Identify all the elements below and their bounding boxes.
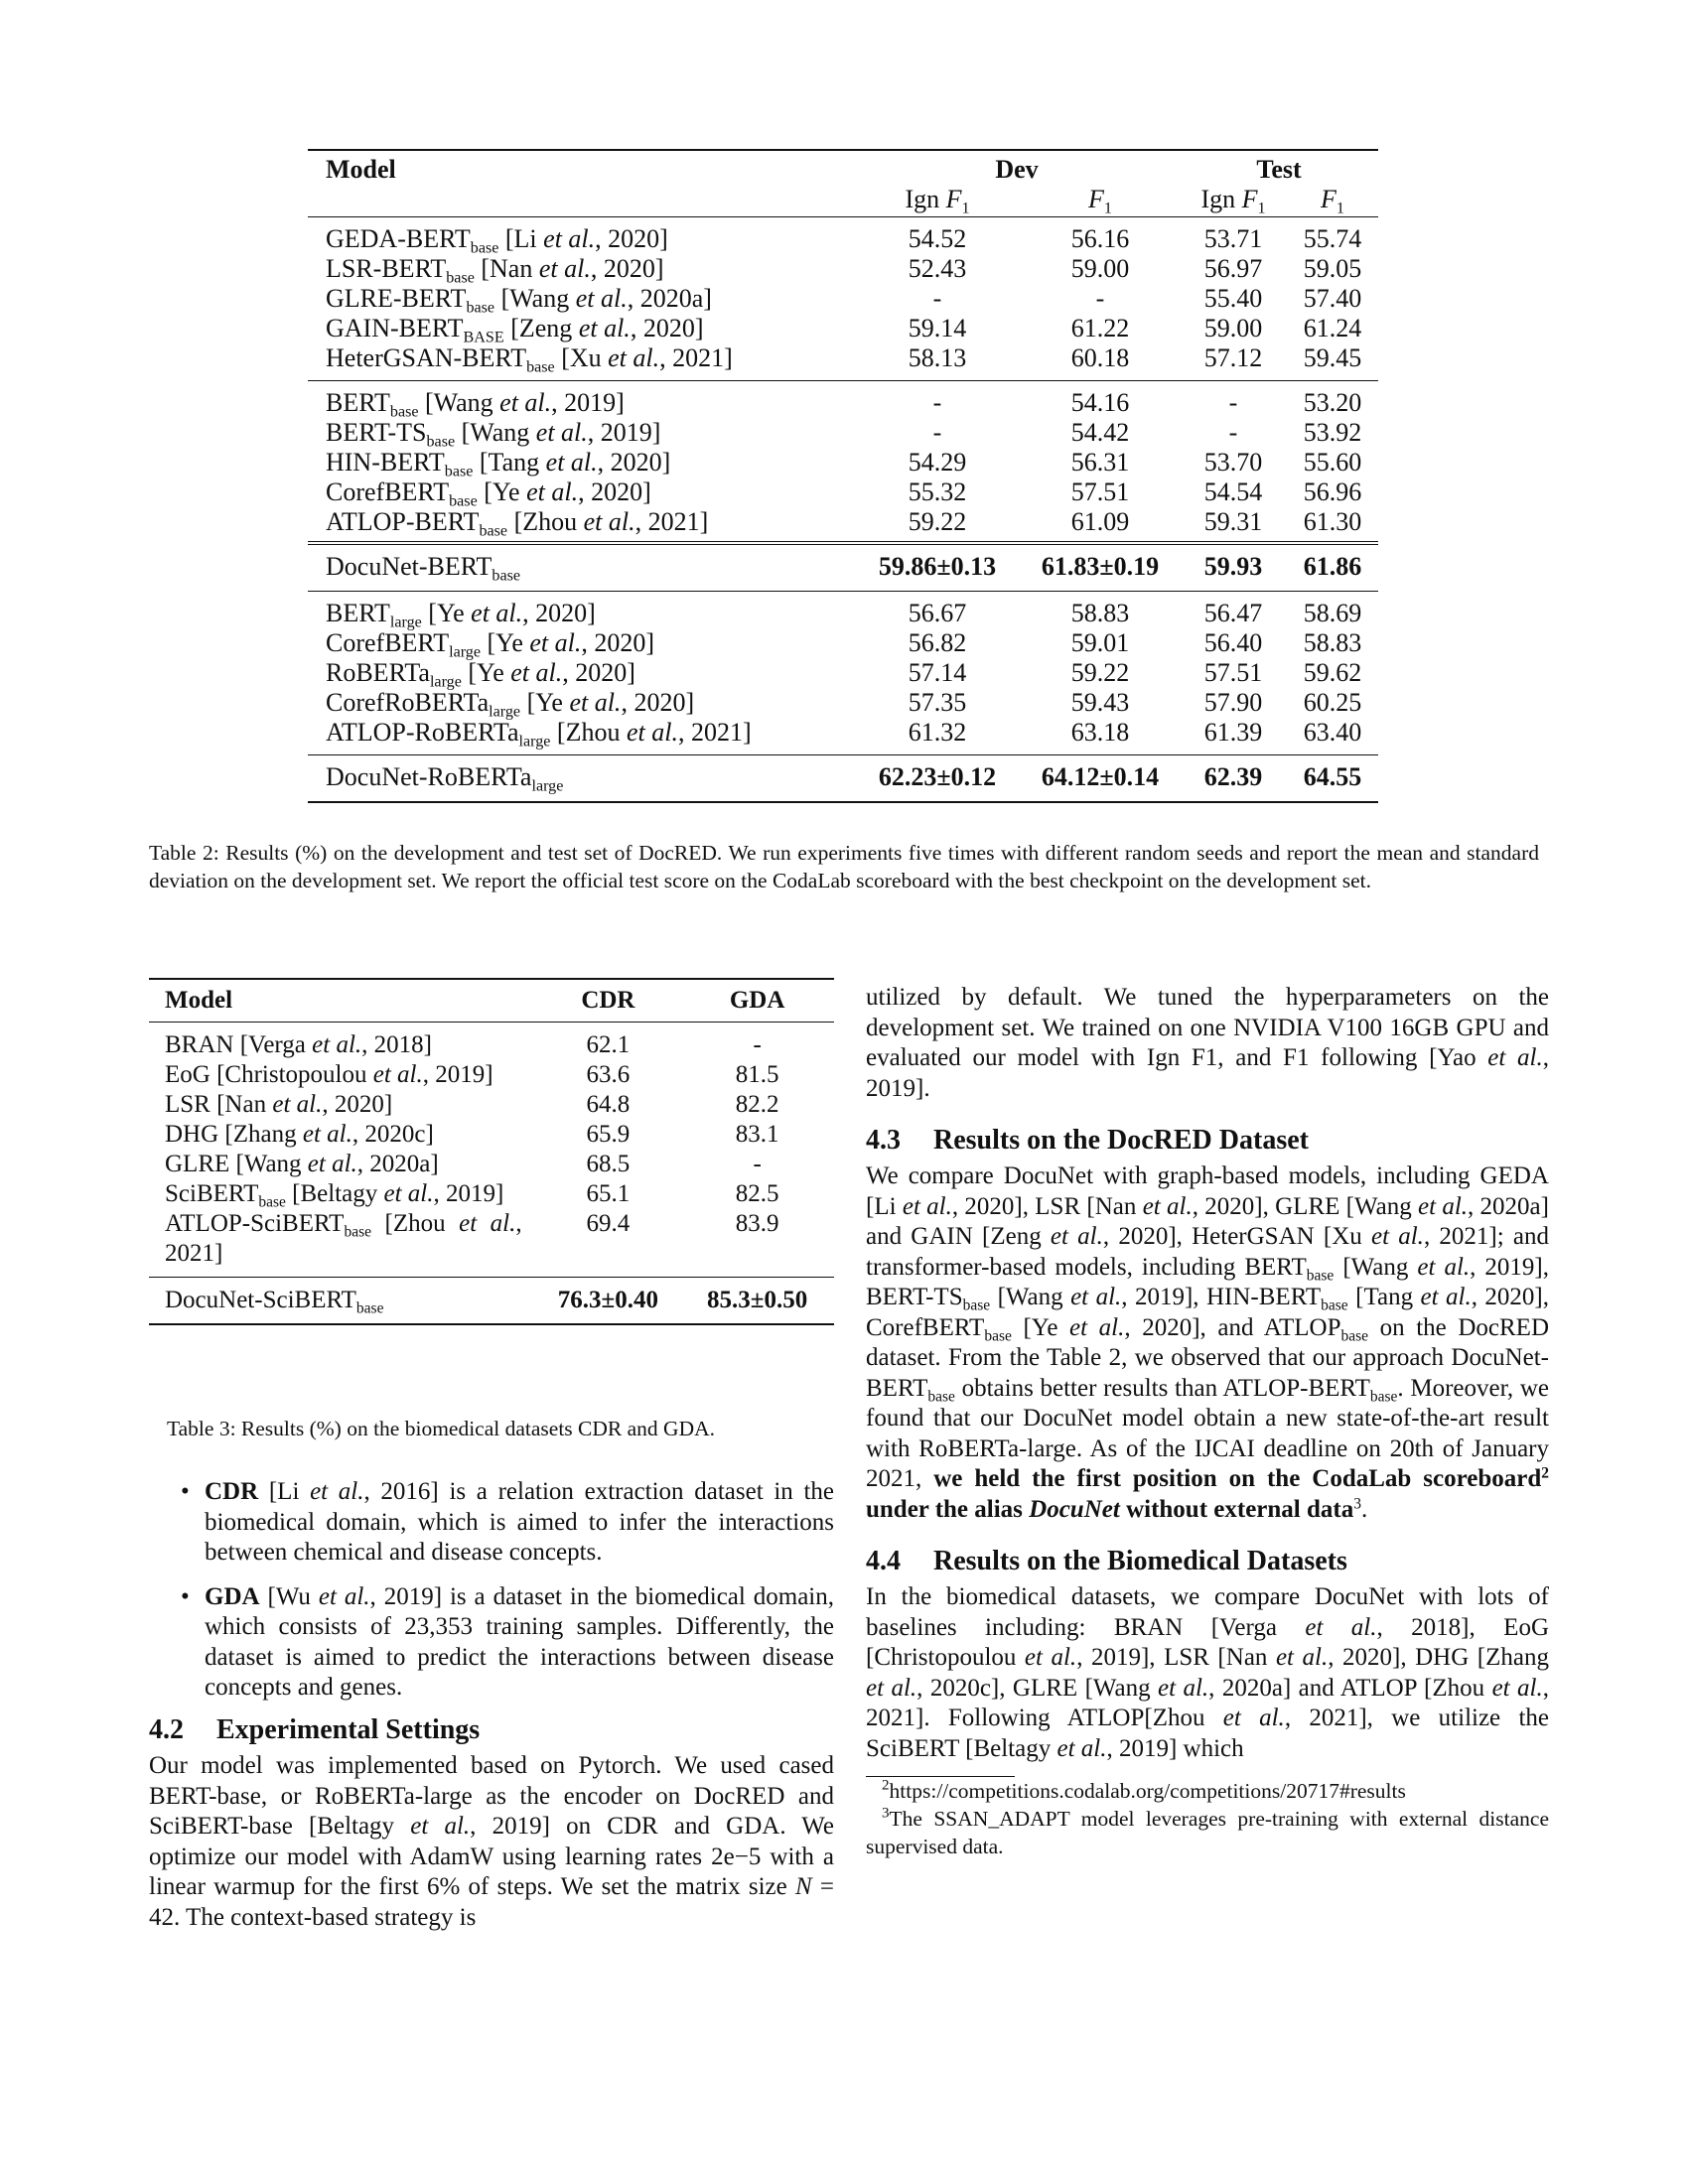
t2-header-model: Model — [326, 155, 396, 184]
section-4-4-heading: 4.4 Results on the Biomedical Datasets — [866, 1546, 1347, 1576]
test-ign-f1: 56.97 — [1203, 254, 1263, 283]
dev-ign-f1: - — [932, 418, 942, 447]
dev-f1: 58.83 — [1070, 599, 1130, 627]
right-column — [866, 983, 1549, 1860]
dev-ign-f1: 54.29 — [908, 448, 967, 477]
dev-ign-f1: 55.32 — [908, 478, 967, 506]
test-ign-f1: 59.00 — [1203, 314, 1263, 342]
right-col-intro: utilized by default. We tuned the hyperparameters on the development set. We trained on one NVIDIA V100 16GB GPU and evaluated our model with Ign F1, and F1 following [Yao et al., 2019]. — [866, 984, 1549, 1102]
dev-f1: 54.42 — [1070, 418, 1130, 447]
dev-ign-f1: - — [932, 284, 942, 313]
cdr-value: 63.6 — [586, 1061, 631, 1088]
table-row — [308, 628, 1378, 658]
dev-ign-f1: 59.86±0.13 — [854, 543, 1021, 592]
t3-ours-model: DocuNet-SciBERT$_{base}$ — [149, 1278, 536, 1325]
dev-f1: 56.31 — [1070, 448, 1130, 477]
table-row — [308, 284, 1378, 314]
test-f1: 61.30 — [1287, 507, 1378, 543]
dev-f1: 59.00 — [1070, 254, 1130, 283]
dev-f1: 63.18 — [1021, 718, 1180, 755]
table-row — [308, 314, 1378, 343]
model-name: GAIN-$BERT_{BASE}$ [Zeng et al., 2020] — [326, 314, 704, 346]
dev-f1: 61.22 — [1070, 314, 1130, 342]
model-name: DocuNet-RoBERTa$_{large}$ — [308, 755, 854, 803]
dev-f1: 61.09 — [1021, 507, 1180, 543]
table-2 — [308, 149, 1378, 803]
table-row — [308, 755, 1378, 803]
t3-body — [149, 1023, 834, 1278]
model-name: GEDA-$BERT_{base}$ [Li et al., 2020] — [326, 224, 668, 257]
table-row — [149, 1090, 834, 1120]
test-f1: 55.60 — [1303, 448, 1362, 477]
t3-header-gda: GDA — [680, 979, 834, 1023]
test-ign-f1: 56.40 — [1203, 628, 1263, 657]
dev-ign-f1: 59.22 — [854, 507, 1021, 543]
table-row — [149, 1150, 834, 1179]
test-ign-f1: 54.54 — [1203, 478, 1263, 506]
model-name: ATLOP-SciBERT$_{base}$ [Zhou et al., 2021] — [149, 1209, 536, 1278]
t3-ours-row — [149, 1278, 834, 1325]
model-name: HIN-$BERT_{base}$ [Tang et al., 2020] — [326, 448, 671, 480]
footnote-2: $^2$https://competitions.codalab.org/competitions/20717#results — [882, 1777, 1406, 1803]
dev-ign-f1: 61.32 — [854, 718, 1021, 755]
model-name: GLRE-$BERT_{base}$ [Wang et al., 2020a] — [326, 284, 712, 317]
t2-body — [308, 217, 1378, 803]
table-3 — [149, 978, 834, 1325]
test-f1: 53.92 — [1303, 418, 1362, 447]
t2-header-dev: Dev — [995, 155, 1039, 184]
section-4-3-body: We compare DocuNet with graph-based models, including GEDA [Li et al., 2020], LSR [Nan et al., 2020], GLRE [Wang et al., 2020a] and GAIN [Zeng et al., 2020], HeterGSAN [Xu et al., 2021]; and transformer-based models, including $BERT_{base}$ [Wang et al., 2019], BERT-$TS_{base}$ [Wang et al., 2019], HIN-$BERT_{base}$ [Tang et al., 2020], CorefBERT$_{base}$ [Ye et al., 2020], and $ATLOP_{base}$ on the DocRED dataset. From the Table 2, we observed that our approach DocuNet-$BERT_{base}$ obtains better results than ATLOP-$BERT_{base}$. Moreover, we found that our DocuNet model obtain a new state-of-the-art result with RoBERTa-large. As of the IJCAI deadline on 20th of January 2021, we held the first position on the CodaLab scoreboard$^2$ under the alias DocuNet without external data$^3$. — [866, 1162, 1550, 1523]
gda-value: - — [753, 1151, 762, 1177]
test-f1: 59.45 — [1287, 343, 1378, 381]
test-f1: 55.74 — [1303, 224, 1362, 253]
test-f1: 58.83 — [1303, 628, 1362, 657]
test-f1: 58.69 — [1303, 599, 1362, 627]
model-name: CorefBERT$_{base}$ [Ye et al., 2020] — [326, 478, 651, 510]
model-name: $BERT_{base}$ [Wang et al., 2019] — [326, 388, 625, 421]
table-3-caption: Table 3: Results (%) on the biomedical datasets CDR and GDA. — [167, 1417, 716, 1440]
dev-ign-f1: 54.52 — [908, 224, 967, 253]
dev-f1: 60.18 — [1021, 343, 1180, 381]
dev-f1: 61.83±0.19 — [1021, 543, 1180, 592]
test-ign-f1: 57.12 — [1180, 343, 1287, 381]
test-f1: 56.96 — [1303, 478, 1362, 506]
test-ign-f1: 56.47 — [1203, 599, 1263, 627]
model-name: SciBERT$_{base}$ [Beltagy et al., 2019] — [165, 1180, 504, 1211]
model-name: DocuNet-$BERT_{base}$ — [308, 543, 854, 592]
dev-f1: 64.12±0.14 — [1021, 755, 1180, 803]
dataset-bullets — [149, 1477, 834, 1717]
dev-ign-f1: - — [932, 388, 942, 417]
t3-header-model: Model — [149, 979, 536, 1023]
test-ign-f1: 57.90 — [1203, 688, 1263, 717]
dev-f1: 59.22 — [1070, 658, 1130, 687]
test-ign-f1: 55.40 — [1203, 284, 1263, 313]
model-name: EoG [Christopoulou et al., 2019] — [165, 1061, 493, 1088]
table-row — [149, 1060, 834, 1090]
model-name: $BERT_{large}$ [Ye et al., 2020] — [326, 599, 596, 631]
cdr-value: 65.9 — [586, 1121, 631, 1148]
dev-ign-f1: 52.43 — [908, 254, 967, 283]
table-row — [308, 448, 1378, 478]
test-f1: 57.40 — [1303, 284, 1362, 313]
table-row — [308, 688, 1378, 718]
test-ign-f1: 57.51 — [1203, 658, 1263, 687]
cdr-value: 69.4 — [536, 1209, 681, 1278]
table-row — [308, 592, 1378, 629]
table-row — [308, 507, 1378, 543]
section-4-2-heading: 4.2 Experimental Settings — [149, 1714, 481, 1745]
dev-f1: 54.16 — [1070, 388, 1130, 417]
test-f1: 63.40 — [1287, 718, 1378, 755]
gda-value: 83.1 — [735, 1121, 779, 1148]
table-row — [308, 217, 1378, 255]
cdr-value: 64.8 — [586, 1091, 631, 1118]
model-name: LSR [Nan et al., 2020] — [165, 1091, 393, 1118]
test-ign-f1: 53.70 — [1203, 448, 1263, 477]
dev-f1: 57.51 — [1070, 478, 1130, 506]
table-2-caption: Table 2: Results (%) on the development and test set of DocRED. We run experiments five times with different random seeds and report the mean and standard deviation on the development set. We report the official test score on the CodaLab scoreboard with the best checkpoint on the development set. — [149, 841, 1539, 892]
model-name: CorefBERT$_{large}$ [Ye et al., 2020] — [326, 628, 655, 661]
dev-ign-f1: 57.35 — [908, 688, 967, 717]
table-row — [308, 254, 1378, 284]
dev-ign-f1: 62.23±0.12 — [854, 755, 1021, 803]
test-ign-f1: 61.39 — [1180, 718, 1287, 755]
model-name: LSR-$BERT_{base}$ [Nan et al., 2020] — [326, 254, 664, 287]
test-ign-f1: 59.93 — [1180, 543, 1287, 592]
t2-col-dev-f1: $F_1$ — [1021, 185, 1180, 217]
model-name: HeterGSAN-$BERT_{base}$ [Xu et al., 2021] — [308, 343, 854, 381]
test-ign-f1: 53.71 — [1203, 224, 1263, 253]
cdr-value: 65.1 — [586, 1180, 631, 1207]
dev-ign-f1: 56.67 — [908, 599, 967, 627]
dev-f1: 59.43 — [1070, 688, 1130, 717]
dev-f1: - — [1095, 284, 1105, 313]
test-f1: 59.05 — [1303, 254, 1362, 283]
test-ign-f1: - — [1228, 388, 1238, 417]
cdr-value: 68.5 — [586, 1151, 631, 1177]
table-row — [308, 418, 1378, 448]
gda-value: 81.5 — [735, 1061, 779, 1088]
table-row — [149, 1023, 834, 1061]
section-4-2 — [149, 1713, 834, 1933]
t2-col-test-f1: $F_1$ — [1287, 185, 1378, 217]
test-ign-f1: 59.31 — [1180, 507, 1287, 543]
t3-ours-gda: 85.3±0.50 — [680, 1278, 834, 1325]
gda-value: 82.2 — [735, 1091, 779, 1118]
t2-header-test: Test — [1256, 155, 1302, 184]
t2-col-test-ign: Ign $F_1$ — [1180, 185, 1287, 217]
dev-ign-f1: 58.13 — [854, 343, 1021, 381]
dev-ign-f1: 59.14 — [908, 314, 967, 342]
model-name: BERT-$TS_{base}$ [Wang et al., 2019] — [326, 418, 661, 451]
model-name: RoBERTa$_{large}$ [Ye et al., 2020] — [326, 658, 635, 691]
model-name: ATLOP-RoBERTa$_{large}$ [Zhou et al., 2021] — [308, 718, 854, 755]
table-row — [149, 1179, 834, 1209]
bullet-cdr: • CDR [Li et al., 2016] is a relation extraction dataset in the biomedical domain, which is aimed to infer the interactions between chemical and disease concepts. — [181, 1478, 834, 1566]
table-row — [149, 1209, 834, 1278]
model-name: GLRE [Wang et al., 2020a] — [165, 1151, 439, 1177]
dev-f1: 56.16 — [1070, 224, 1130, 253]
test-f1: 60.25 — [1303, 688, 1362, 717]
test-f1: 59.62 — [1303, 658, 1362, 687]
table-row — [308, 658, 1378, 688]
model-name: ATLOP-$BERT_{base}$ [Zhou et al., 2021] — [308, 507, 854, 543]
model-name: DHG [Zhang et al., 2020c] — [165, 1121, 434, 1148]
model-name: CorefRoBERTa$_{large}$ [Ye et al., 2020] — [326, 688, 695, 721]
section-4-2-body: Our model was implemented based on Pytorch. We used cased BERT-base, or RoBERTa-large as the encoder on DocRED and SciBERT-base [Beltagy et al., 2019] on CDR and GDA. We optimize our model with AdamW using learning rates 2e−5 with a linear warmup for the first 6% of steps. We set the matrix size N = 42. The context-based strategy is — [149, 1752, 834, 1931]
test-f1: 61.24 — [1303, 314, 1362, 342]
table-row — [308, 478, 1378, 507]
test-ign-f1: 62.39 — [1180, 755, 1287, 803]
table-row — [308, 718, 1378, 755]
table-row — [308, 343, 1378, 381]
gda-value: 82.5 — [735, 1180, 779, 1207]
t3-ours-cdr: 76.3±0.40 — [536, 1278, 681, 1325]
table-row — [308, 381, 1378, 419]
dev-ign-f1: 56.82 — [908, 628, 967, 657]
footnote-3: $^3$The SSAN_ADAPT model leverages pre-training with external distance supervised data. — [866, 1805, 1549, 1858]
gda-value: - — [753, 1031, 762, 1058]
dev-f1: 59.01 — [1070, 628, 1130, 657]
test-f1: 61.86 — [1287, 543, 1378, 592]
section-4-3-heading: 4.3 Results on the DocRED Dataset — [866, 1125, 1309, 1156]
table-row — [308, 543, 1378, 592]
test-f1: 64.55 — [1287, 755, 1378, 803]
model-name: BRAN [Verga et al., 2018] — [165, 1031, 432, 1058]
gda-value: 83.9 — [680, 1209, 834, 1278]
t2-col-dev-ign: Ign $F_1$ — [854, 185, 1021, 217]
t3-header-cdr: CDR — [536, 979, 681, 1023]
cdr-value: 62.1 — [586, 1031, 631, 1058]
section-4-4-body: In the biomedical datasets, we compare DocuNet with lots of baselines including: BRAN [Verga et al., 2018], EoG [Christopoulou et al., 2019], LSR [Nan et al., 2020], DHG [Zhang et al., 2020c], GLRE [Wang et al., 2020a] and ATLOP [Zhou et al., 2021]. Following ATLOP[Zhou et al., 2021], we utilize the SciBERT [Beltagy et al., 2019] which — [866, 1583, 1550, 1762]
test-ign-f1: - — [1228, 418, 1238, 447]
dev-ign-f1: 57.14 — [908, 658, 967, 687]
table-row — [149, 1120, 834, 1150]
bullet-gda: • GDA [Wu et al., 2019] is a dataset in the biomedical domain, which consists of 23,353 training samples. Differently, the dataset is aimed to predict the interactions between disease concepts and genes. — [181, 1582, 835, 1701]
test-f1: 53.20 — [1303, 388, 1362, 417]
